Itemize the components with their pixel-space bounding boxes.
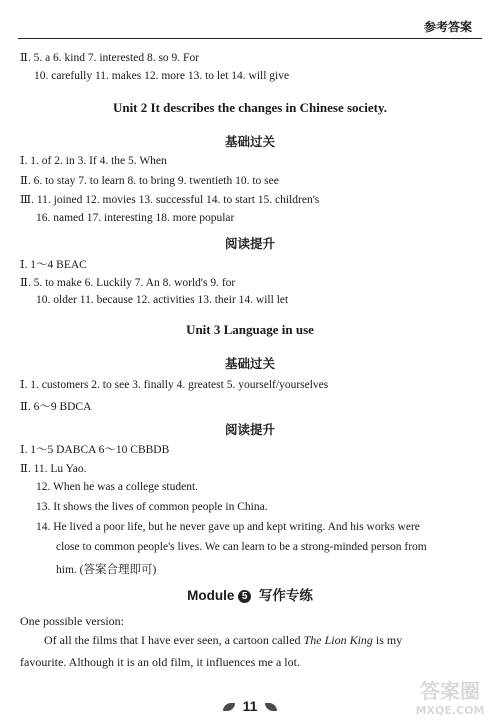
unit2-reading-line: Ⅰ. 1～4 BEAC [20, 259, 87, 271]
unit3-reading-line: Ⅰ. 1～5 DABCA 6～10 CBBDB [20, 444, 170, 456]
essay-film-title: The Lion King [303, 633, 373, 647]
watermark-text: 答案圈 [420, 679, 480, 703]
unit2-basic-line: Ⅲ. 11. joined 12. movies 13. successful 14. to start 15. children's [20, 194, 320, 206]
unit3-basic-line: Ⅰ. 1. customers 2. to see 3. finally 4. greatest 5. yourself/yourselves [20, 379, 329, 391]
unit3-reading-line: him. (答案合理即可) [56, 564, 157, 576]
unit2-title: Unit 2 It describes the changes in Chinese society. [112, 100, 388, 115]
unit3-reading-line: Ⅱ. 11. Lu Yao. [20, 463, 87, 475]
unit2-basic-line: Ⅰ. 1. of 2. in 3. If 4. the 5. When [20, 155, 167, 167]
essay-text-c: favourite. Although it is an old film, it influences me a lot. [20, 655, 300, 669]
unit3-reading-line: close to common people's lives. We can learn to be a strong-minded person from [56, 541, 427, 553]
unit2-basic-line: Ⅱ. 6. to stay 7. to learn 8. to bring 9. twentieth 10. to see [20, 175, 279, 187]
essay-intro: One possible version: [20, 614, 124, 628]
leaf-right-icon [265, 703, 277, 711]
header-title: 参考答案 [423, 20, 472, 34]
unit3-basic-heading: 基础过关 [224, 356, 275, 371]
unit2-basic-line: 16. named 17. interesting 18. more popular [36, 212, 235, 224]
unit3-reading-line: 14. He lived a poor life, but he never gave up and kept writing. And his works were [36, 521, 420, 533]
unit3-reading-line: 13. It shows the lives of common people in China. [36, 501, 268, 513]
module-number-badge: 5 [238, 590, 251, 603]
essay-text-b: is my [372, 633, 403, 647]
unit3-reading-heading: 阅读提升 [224, 422, 275, 437]
header-rule [18, 38, 482, 39]
unit3-basic-line: Ⅱ. 6～9 BDCA [20, 401, 92, 413]
module-title: 写作专练 [258, 588, 313, 604]
m4-line-2: 10. carefully 11. makes 12. more 13. to let 14. will give [34, 70, 290, 82]
module5-heading [0, 584, 500, 604]
unit3-reading-line: 12. When he was a college student. [36, 481, 199, 493]
unit2-reading-line: 10. older 11. because 12. activities 13. their 14. will let [36, 294, 289, 306]
essay-text-a: Of all the films that I have ever seen, a cartoon called [44, 633, 304, 647]
unit2-reading-line: Ⅱ. 5. to make 6. Luckily 7. An 8. world's 9. for [20, 277, 236, 289]
watermark-sub: MXQE.COM [415, 704, 485, 717]
leaf-left-icon [223, 703, 235, 711]
module-label: Module [187, 588, 235, 603]
page-number: 11 [242, 698, 258, 714]
unit2-reading-heading: 阅读提升 [224, 236, 275, 251]
unit3-title: Unit 3 Language in use [186, 322, 314, 337]
m4-line-1: Ⅱ. 5. a 6. kind 7. interested 8. so 9. For [20, 52, 200, 64]
watermark-logo [404, 674, 496, 720]
essay-paragraph [20, 629, 480, 673]
unit2-basic-heading: 基础过关 [224, 134, 275, 149]
